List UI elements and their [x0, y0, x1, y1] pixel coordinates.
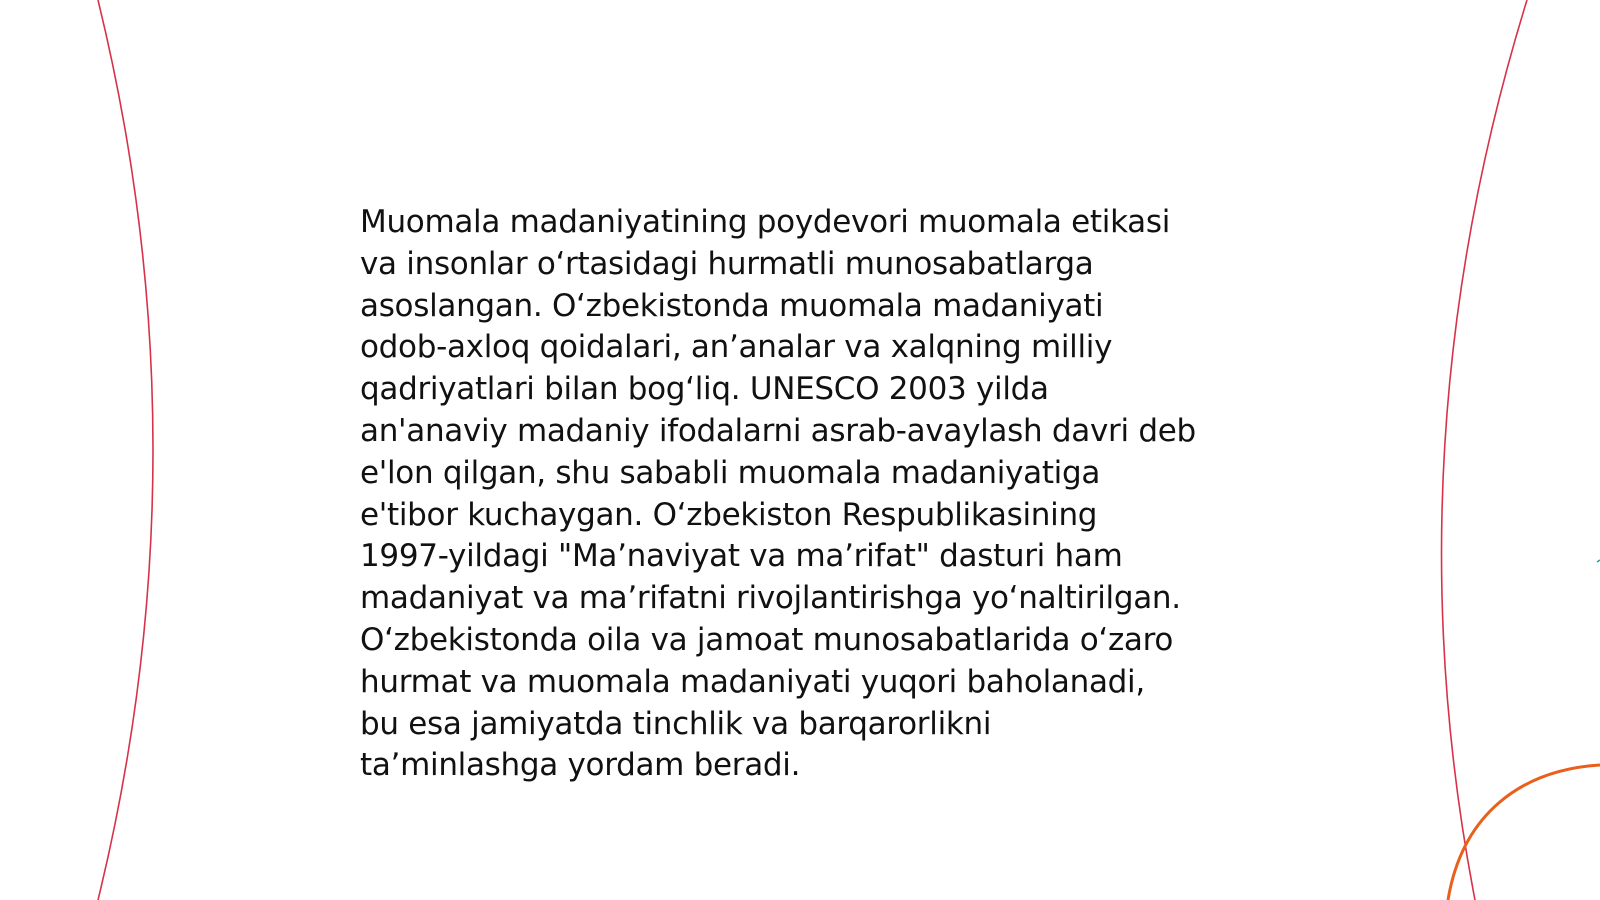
- paragraph-line: hurmat va muomala madaniyati yuqori baholanadi,: [360, 663, 1145, 700]
- paragraph-line: ta’minlashga yordam beradi.: [360, 747, 801, 784]
- paragraph-line: O‘zbekistonda oila va jamoat munosabatlarida o‘zaro: [360, 621, 1174, 658]
- paragraph-line: madaniyat va ma’rifatni rivojlantirishga yo‘naltirilgan.: [360, 580, 1181, 617]
- paragraph-line: e'tibor kuchaygan. O‘zbekiston Respublikasining: [360, 496, 1098, 533]
- paragraph-line: va insonlar o‘rtasidagi hurmatli munosabatlarga: [360, 245, 1094, 282]
- paragraph-line: e'lon qilgan, shu sababli muomala madaniyatiga: [360, 454, 1101, 491]
- paragraph-line: bu esa jamiyatda tinchlik va barqarorlikni: [360, 705, 992, 742]
- body-paragraph: [360, 202, 1260, 787]
- paragraph-line: Muomala madaniyatining poydevori muomala etikasi: [360, 204, 1171, 240]
- paragraph-line: 1997-yildagi "Ma’naviyat va ma’rifat" dasturi ham: [360, 538, 1123, 575]
- left-red-arc: [98, 0, 153, 900]
- paragraph-line: qadriyatlari bilan bog‘liq. UNESCO 2003 yilda: [360, 371, 1049, 408]
- right-red-arc: [1442, 0, 1527, 900]
- paragraph-line: an'anaviy madaniy ifodalarni asrab-avaylash davri deb: [360, 412, 1196, 449]
- paragraph-line: asoslangan. O‘zbekistonda muomala madaniyati: [360, 287, 1104, 324]
- paragraph-line: odob-axloq qoidalari, an’analar va xalqning milliy: [360, 329, 1113, 366]
